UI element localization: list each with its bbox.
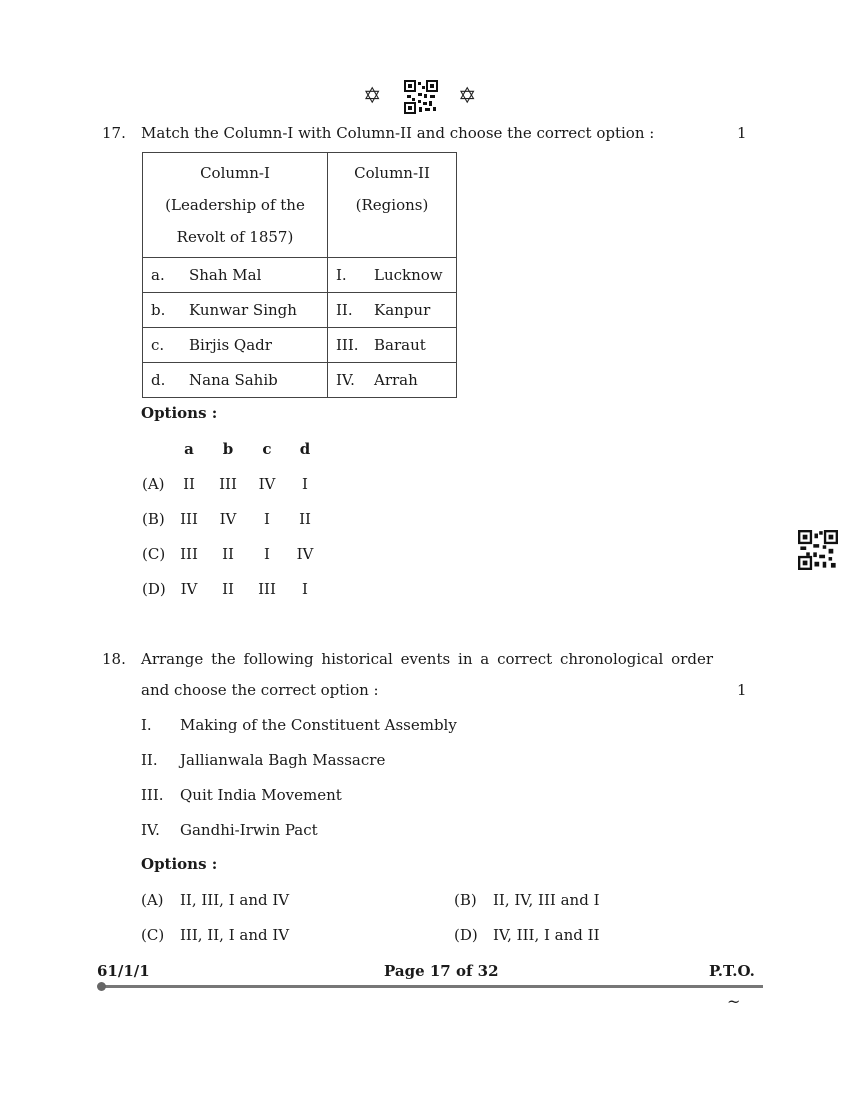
option-value: I [302, 580, 308, 598]
option-text[interactable]: II, III, I and IV [180, 891, 290, 909]
option-label: (D) [142, 580, 166, 598]
option-value: III [258, 580, 276, 598]
tilde-mark: ~ [727, 992, 741, 1011]
option-text[interactable]: IV, III, I and II [493, 926, 600, 944]
option-label[interactable]: (D) [454, 926, 478, 944]
event-number: II. [141, 751, 158, 769]
column-1-header [143, 153, 328, 258]
option-row-a[interactable] [142, 475, 342, 495]
option-value: I [264, 545, 270, 563]
column-2-subtitle: (Regions) [355, 196, 429, 214]
row-value: Lucknow [374, 266, 443, 284]
question-text: Arrange the following historical events in a correct chronological order [141, 650, 713, 668]
option-value: II [183, 475, 195, 493]
pto-label: P.T.O. [709, 962, 755, 980]
marks: 1 [737, 124, 747, 142]
row-value: Nana Sahib [189, 371, 278, 389]
column-1-subtitle: (Leadership of the [165, 196, 305, 214]
option-value: II [222, 545, 234, 563]
page-number: Page 17 of 32 [384, 962, 499, 980]
table-row [143, 363, 457, 398]
row-key: b. [151, 301, 166, 319]
star-of-david-icon: ✡ [458, 84, 477, 109]
question-number: 18. [102, 650, 126, 668]
event-text: Gandhi-Irwin Pact [180, 821, 318, 839]
option-label: (B) [142, 510, 165, 528]
row-value: Shah Mal [189, 266, 262, 284]
event-number: I. [141, 716, 152, 734]
option-label[interactable]: (B) [454, 891, 477, 909]
option-label[interactable]: (C) [141, 926, 165, 944]
row-value: Arrah [374, 371, 418, 389]
option-header: d [299, 440, 311, 458]
row-key: a. [151, 266, 165, 284]
option-value: III [180, 510, 198, 528]
options-label: Options : [141, 855, 218, 873]
options-label: Options : [141, 404, 218, 422]
option-label[interactable]: (A) [141, 891, 164, 909]
star-of-david-icon: ✡ [363, 84, 382, 109]
option-value: IV [296, 545, 314, 563]
column-2-title: Column-II [354, 164, 430, 182]
row-value: Kunwar Singh [189, 301, 297, 319]
option-row-b[interactable] [142, 510, 342, 530]
question-number: 17. [102, 124, 126, 142]
option-value: III [180, 545, 198, 563]
paper-code: 61/1/1 [97, 962, 150, 980]
option-value: IV [258, 475, 276, 493]
option-label: (C) [142, 545, 166, 563]
option-value: I [264, 510, 270, 528]
row-value: Birjis Qadr [189, 336, 272, 354]
row-key: c. [151, 336, 165, 354]
row-key: d. [151, 371, 166, 389]
option-text[interactable]: II, IV, III and I [493, 891, 600, 909]
option-label: (A) [142, 475, 165, 493]
column-2-header [328, 153, 457, 258]
option-value: II [299, 510, 311, 528]
marks: 1 [737, 681, 747, 699]
option-header: a [184, 440, 194, 458]
qr-code-icon [404, 80, 438, 114]
row-key: II. [336, 301, 353, 319]
event-number: III. [141, 786, 164, 804]
column-1-title: Column-I [200, 164, 270, 182]
option-value: IV [219, 510, 237, 528]
row-key: I. [336, 266, 347, 284]
option-value: III [219, 475, 237, 493]
option-row-d[interactable] [142, 580, 342, 600]
option-text[interactable]: III, II, I and IV [180, 926, 290, 944]
option-value: IV [180, 580, 198, 598]
footer-divider [103, 985, 763, 988]
option-value: II [222, 580, 234, 598]
event-number: IV. [141, 821, 160, 839]
option-row-c[interactable] [142, 545, 342, 565]
footer-dot [97, 982, 106, 991]
option-headers [142, 440, 342, 460]
table-row [143, 258, 457, 293]
event-text: Jallianwala Bagh Massacre [180, 751, 386, 769]
row-value: Baraut [374, 336, 426, 354]
table-row [143, 328, 457, 363]
row-key: III. [336, 336, 359, 354]
table-row [143, 293, 457, 328]
option-header: c [262, 440, 272, 458]
question-text: and choose the correct option : [141, 681, 379, 699]
option-value: I [302, 475, 308, 493]
row-value: Kanpur [374, 301, 431, 319]
row-key: IV. [336, 371, 355, 389]
event-text: Making of the Constituent Assembly [180, 716, 457, 734]
question-text: Match the Column-I with Column-II and choose the correct option : [141, 124, 655, 142]
column-1-subtitle: Revolt of 1857) [176, 228, 294, 246]
match-table [142, 152, 457, 398]
event-text: Quit India Movement [180, 786, 342, 804]
option-header: b [222, 440, 234, 458]
side-qr-code-icon [798, 530, 838, 570]
